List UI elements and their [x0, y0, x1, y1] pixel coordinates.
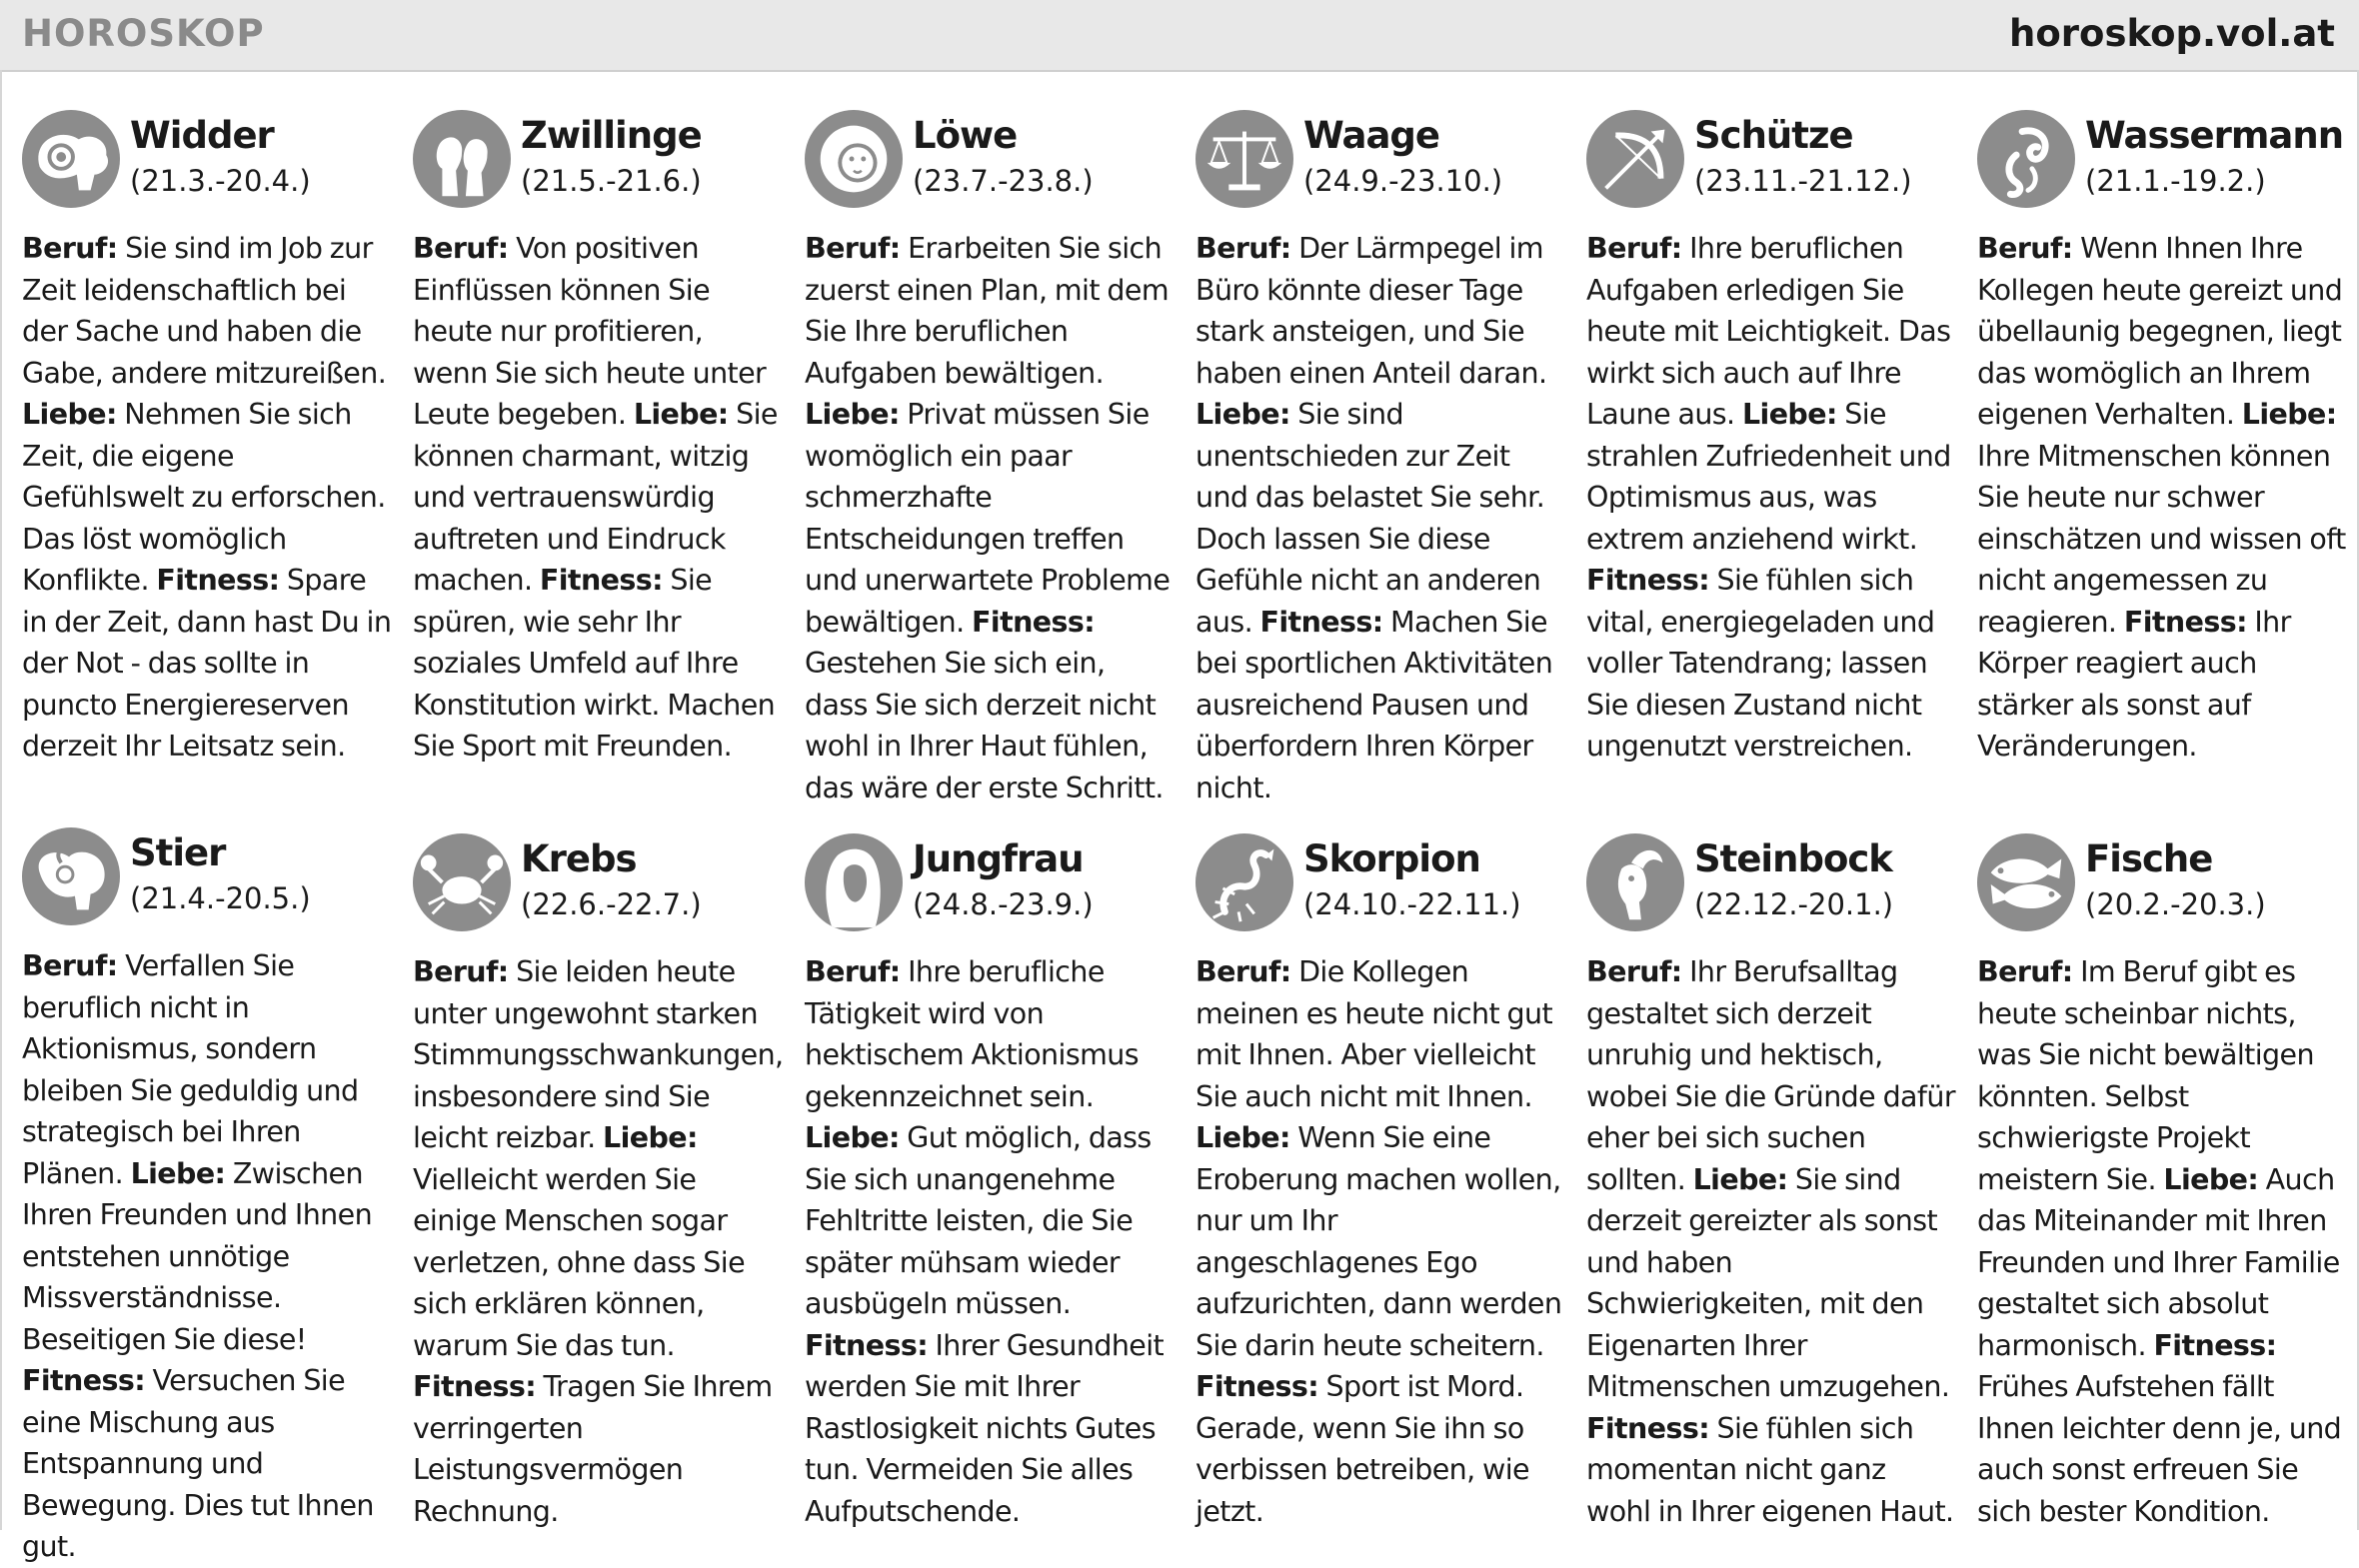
sign-dates: (21.1.-19.2.) [2085, 164, 2266, 198]
sign-dates: (22.6.-22.7.) [521, 887, 702, 921]
sign-waage [1195, 110, 1565, 808]
sign-text [805, 951, 1175, 1532]
sign-name: Jungfrau [913, 837, 1084, 880]
fitness-label: Fitness: [2123, 605, 2247, 639]
fitness-text: Sie fühlen sich momentan nicht ganz wohl in Ihrer eigenen Haut. [1586, 1411, 1954, 1528]
sign-name: Steinbock [1694, 837, 1892, 880]
fitness-text: Spare in der Zeit, dann hast Du in der Not - das sollte in puncto Energiereserven derzeit Ihr Leitsatz sein. [22, 564, 392, 763]
sign-text [1586, 228, 1956, 768]
sign-krebs [413, 833, 783, 1532]
fitness-label: Fitness: [413, 1370, 537, 1403]
sign-name: Widder [130, 114, 274, 157]
liebe-label: Liebe: [2241, 398, 2337, 431]
sign-fische [1977, 833, 2347, 1532]
sign-dates: (22.12.-20.1.) [1694, 887, 1894, 921]
fitness-text: Ihrer Gesundheit werden Sie mit Ihrer Rastlosigkeit nichts Gutes tun. Vermeiden Sie alles Aufputschende. [805, 1328, 1165, 1528]
liebe-label: Liebe: [1741, 398, 1837, 431]
liebe-text: Privat müssen Sie womöglich ein paar schmerzhafte Entscheidungen treffen und unerwartete Probleme bewältigen. [805, 398, 1171, 639]
fitness-text: Sie spüren, wie sehr Ihr soziales Umfeld auf Ihre Konstitution wirkt. Machen Sie Sport mit Freunden. [413, 564, 776, 763]
liebe-label: Liebe: [1195, 398, 1290, 431]
liebe-text: Sie sind derzeit gereizter als sonst und haben Schwierigkeiten, mit den Eigenarten Ihrer Mitmenschen umzugehen. [1586, 1162, 1950, 1403]
sign-dates: (23.11.-21.12.) [1694, 164, 1912, 198]
beruf-text: Erarbeiten Sie sich zuerst einen Plan, mit dem Sie Ihre beruflichen Aufgaben bewältigen. [805, 232, 1169, 390]
sign-dates: (21.5.-21.6.) [521, 164, 702, 198]
fitness-label: Fitness: [156, 564, 280, 597]
sign-name: Stier [130, 831, 226, 874]
sign-text [413, 951, 783, 1532]
beruf-text: Von positiven Einflüssen können Sie heute nur profitieren, wenn Sie sich heute unter Leute begeben. [413, 232, 767, 431]
crab-icon [413, 833, 511, 931]
fitness-label: Fitness: [1195, 1370, 1319, 1403]
sign-name: Löwe [913, 114, 1018, 157]
beruf-text: Wenn Ihnen Ihre Kollegen heute gereizt und übellaunig begegnen, liegt das womöglich an Ihrem eigenen Verhalten. [1977, 232, 2343, 431]
sign-zwillinge [413, 110, 783, 768]
liebe-label: Liebe: [633, 398, 729, 431]
sign-stier [22, 827, 392, 1568]
fitness-text: Sie fühlen sich vital, energiegeladen und voller Tatendrang; lassen Sie diesen Zustand nicht ungenutzt verstreichen. [1586, 564, 1935, 763]
page-title: HOROSKOP [22, 12, 265, 55]
sign-dates: (23.7.-23.8.) [913, 164, 1094, 198]
sign-name: Skorpion [1303, 837, 1480, 880]
sign-loewe [805, 110, 1175, 808]
beruf-label: Beruf: [1977, 955, 2073, 988]
sign-text [22, 945, 392, 1568]
liebe-text: Nehmen Sie sich Zeit, die eigene Gefühlswelt zu erforschen. Das löst womöglich Konflikte. [22, 398, 386, 597]
sign-skorpion [1195, 833, 1565, 1532]
liebe-label: Liebe: [805, 1121, 900, 1154]
sign-widder [22, 110, 392, 768]
sign-text [1586, 951, 1956, 1532]
sign-text [1977, 951, 2347, 1532]
liebe-label: Liebe: [130, 1156, 226, 1190]
sign-text [413, 228, 783, 768]
sign-dates: (24.8.-23.9.) [913, 887, 1094, 921]
liebe-text: Wenn Sie eine Eroberung machen wollen, nur um Ihr angeschlagenes Ego aufzurichten, dann werden Sie darin heute scheitern. [1195, 1121, 1562, 1362]
liebe-text: Vielleicht werden Sie einige Menschen sogar verletzen, ohne dass Sie sich erklären können, warum Sie das tun. [413, 1162, 746, 1362]
sign-name: Schütze [1694, 114, 1853, 157]
fitness-text: Sport ist Mord. Gerade, wenn Sie ihn so verbissen betreiben, wie jetzt. [1195, 1370, 1529, 1528]
sign-name: Wassermann [2085, 114, 2344, 157]
fitness-label: Fitness: [539, 564, 663, 597]
liebe-text: Auch das Miteinander mit Ihren Freunden und Ihrer Familie gestaltet sich absolut harmonisch. [1977, 1162, 2340, 1362]
liebe-label: Liebe: [603, 1121, 698, 1154]
twins-icon [413, 110, 511, 208]
scorpion-icon [1195, 833, 1293, 931]
sign-schuetze [1586, 110, 1956, 768]
sign-text [22, 228, 392, 768]
scales-icon [1195, 110, 1293, 208]
fitness-text: Versuchen Sie eine Mischung aus Entspannung und Bewegung. Dies tut Ihnen gut. [22, 1364, 374, 1563]
fitness-label: Fitness: [972, 605, 1096, 639]
liebe-text: Ihre Mitmenschen können Sie heute nur schwer einschätzen und wissen oft nicht angemessen zu reagieren. [1977, 439, 2346, 639]
fitness-label: Fitness: [805, 1328, 929, 1362]
liebe-text: Gut möglich, dass Sie sich unangenehme Fehltritte leisten, die Sie später mühsam wieder ausbügeln müssen. [805, 1121, 1152, 1320]
fish-icon [1977, 833, 2075, 931]
sign-name: Zwillinge [521, 114, 702, 157]
beruf-text: Verfallen Sie beruflich nicht in Aktionismus, sondern bleiben Sie geduldig und strategisch bei Ihren Plänen. [22, 949, 359, 1190]
beruf-text: Sie leiden heute unter ungewohnt starken Stimmungsschwankungen, insbesondere sind Sie leicht reizbar. [413, 955, 784, 1154]
virgin-icon [805, 833, 903, 931]
sign-name: Fische [2085, 837, 2213, 880]
lion-icon [805, 110, 903, 208]
fitness-label: Fitness: [1259, 605, 1383, 639]
liebe-label: Liebe: [2163, 1162, 2259, 1196]
sign-wassermann [1977, 110, 2347, 768]
archer-icon [1586, 110, 1684, 208]
liebe-text: Sie können charmant, witzig und vertrauenswürdig auftreten und Eindruck machen. [413, 398, 778, 597]
beruf-label: Beruf: [413, 232, 509, 265]
ram-icon [22, 110, 120, 208]
fitness-text: Frühes Aufstehen fällt Ihnen leichter denn je, und auch sonst erfreuen Sie sich bester Kondition. [1977, 1370, 2342, 1528]
liebe-label: Liebe: [805, 398, 900, 431]
bull-icon [22, 827, 120, 925]
sign-text [805, 228, 1175, 808]
beruf-label: Beruf: [1195, 232, 1291, 265]
sign-dates: (21.4.-20.5.) [130, 881, 311, 915]
beruf-label: Beruf: [1586, 955, 1682, 988]
beruf-label: Beruf: [22, 232, 118, 265]
liebe-text: Sie strahlen Zufriedenheit und Optimismus aus, was extrem anziehend wirkt. [1586, 398, 1951, 556]
liebe-label: Liebe: [1692, 1162, 1788, 1196]
sign-dates: (24.9.-23.10.) [1303, 164, 1503, 198]
sign-dates: (21.3.-20.4.) [130, 164, 311, 198]
fitness-text: Machen Sie bei sportlichen Aktivitäten ausreichend Pausen und überfordern Ihren Körper nicht. [1195, 605, 1553, 804]
sign-name: Waage [1303, 114, 1440, 157]
beruf-text: Im Beruf gibt es heute scheinbar nichts, was Sie nicht bewältigen könnten. Selbst schwierigste Projekt meistern Sie. [1977, 955, 2314, 1196]
fitness-label: Fitness: [2153, 1328, 2277, 1362]
fitness-text: Gestehen Sie sich ein, dass Sie sich derzeit nicht wohl in Ihrer Haut fühlen, das wäre der erste Schritt. [805, 647, 1164, 804]
beruf-label: Beruf: [805, 955, 901, 988]
sign-jungfrau [805, 833, 1175, 1532]
fitness-label: Fitness: [22, 1364, 146, 1397]
site-link[interactable]: horoskop.vol.at [2009, 12, 2335, 55]
water-bearer-icon [1977, 110, 2075, 208]
sign-text [1195, 951, 1565, 1532]
beruf-text: Der Lärmpegel im Büro könnte dieser Tage stark ansteigen, und Sie haben einen Anteil daran. [1195, 232, 1547, 390]
sign-steinbock [1586, 833, 1956, 1532]
fitness-label: Fitness: [1586, 1411, 1710, 1445]
liebe-text: Sie sind unentschieden zur Zeit und das belastet Sie sehr. Doch lassen Sie diese Gefühle nicht an anderen aus. [1195, 398, 1545, 639]
beruf-text: Ihr Berufsalltag gestaltet sich derzeit unruhig und hektisch, wobei Sie die Gründe dafür eher bei sich suchen sollten. [1586, 955, 1955, 1196]
beruf-text: Sie sind im Job zur Zeit leidenschaftlich bei der Sache und haben die Gabe, andere mitzureißen. [22, 232, 387, 390]
beruf-text: Ihre beruflichen Aufgaben erledigen Sie heute mit Leichtigkeit. Das wirkt sich auch auf Ihre Laune aus. [1586, 232, 1951, 431]
liebe-label: Liebe: [1195, 1121, 1290, 1154]
sign-dates: (20.2.-20.3.) [2085, 887, 2266, 921]
sign-dates: (24.10.-22.11.) [1303, 887, 1521, 921]
fitness-text: Tragen Sie Ihrem verringerten Leistungsvermögen Rechnung. [413, 1370, 773, 1528]
liebe-text: Zwischen Ihren Freunden und Ihnen entstehen unnötige Missverständnisse. Beseitigen Sie diese! [22, 1156, 373, 1356]
beruf-label: Beruf: [1195, 955, 1291, 988]
beruf-text: Die Kollegen meinen es heute nicht gut mit Ihnen. Aber vielleicht Sie auch nicht mit Ihnen. [1195, 955, 1553, 1113]
sign-name: Krebs [521, 837, 637, 880]
liebe-label: Liebe: [22, 398, 117, 431]
beruf-label: Beruf: [805, 232, 901, 265]
goat-icon [1586, 833, 1684, 931]
beruf-label: Beruf: [1586, 232, 1682, 265]
fitness-label: Fitness: [1586, 564, 1710, 597]
sign-text [1195, 228, 1565, 808]
sign-text [1977, 228, 2347, 768]
beruf-label: Beruf: [1977, 232, 2073, 265]
fitness-text: Ihr Körper reagiert auch stärker als sonst auf Veränderungen. [1977, 605, 2291, 763]
beruf-label: Beruf: [413, 955, 509, 988]
beruf-label: Beruf: [22, 949, 118, 982]
beruf-text: Ihre berufliche Tätigkeit wird von hektischem Aktionismus gekennzeichnet sein. [805, 955, 1139, 1113]
